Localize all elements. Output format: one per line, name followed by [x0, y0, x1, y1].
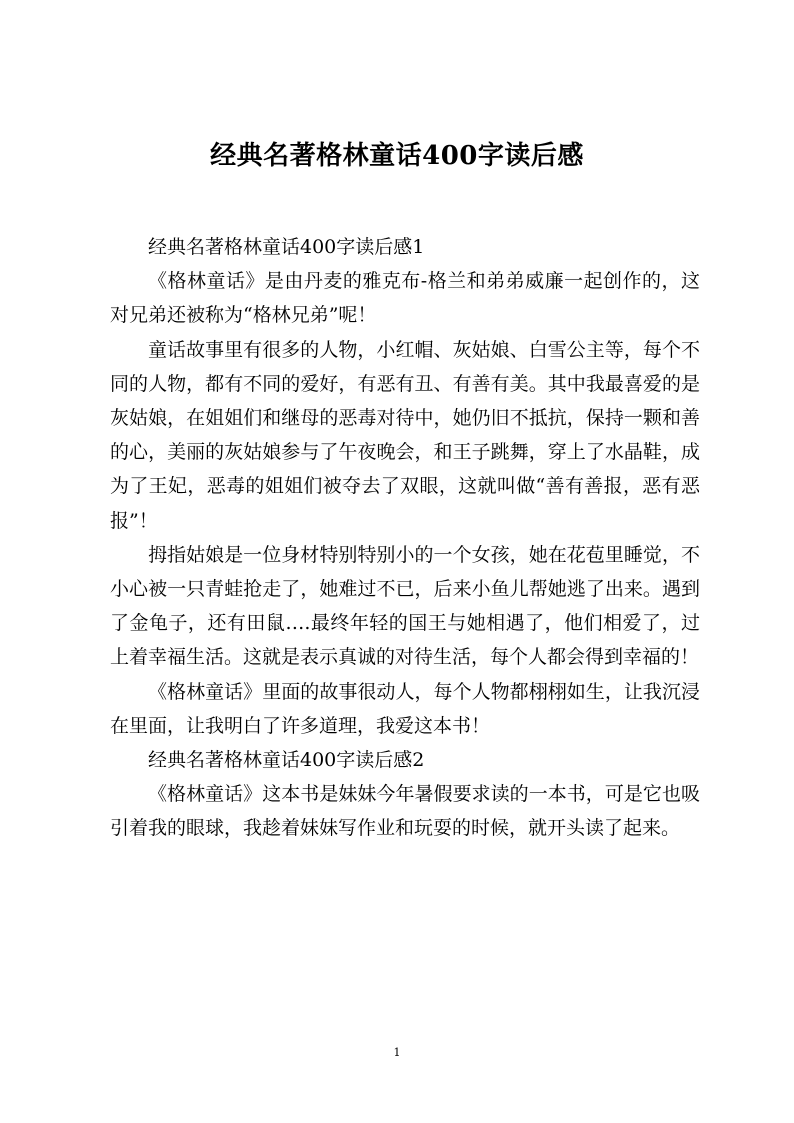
section-heading-2: 经典名著格林童话400字读后感2: [148, 749, 425, 772]
document-title: 经典名著格林童话400字读后感: [210, 141, 584, 171]
body-paragraph: 《格林童话》里面的故事很动人，每个人物都栩栩如生，让我沉浸在里面，让我明白了许多道理，我爱这本书！: [110, 680, 700, 737]
body-paragraph: 《格林童话》这本书是妹妹今年暑假要求读的一本书，可是它也吸引着我的眼球，我趁着妹妹写作业和玩耍的时候，就开头读了起来。: [110, 783, 700, 840]
document-body: [110, 230, 700, 846]
section-heading-1: 经典名著格林童话400字读后感1: [148, 236, 425, 258]
page-number: 1: [393, 1046, 401, 1059]
body-paragraph: 《格林童话》是由丹麦的雅克布-格兰和弟弟威廉一起创作的，这对兄弟还被称为“格林兄弟”呢！: [110, 270, 700, 327]
body-paragraph: 拇指姑娘是一位身材特别特别小的一个女孩，她在花苞里睡觉，不小心被一只青蛙抢走了，她难过不已，后来小鱼儿帮她逃了出来。遇到了金龟子，还有田鼠….最终年轻的国王与她相遇了，他们相爱了，过上着幸福生活。这就是表示真诚的对待生活，每个人都会得到幸福的！: [110, 543, 700, 669]
body-paragraph: 童话故事里有很多的人物，小红帽、灰姑娘、白雪公主等，每个不同的人物，都有不同的爱好，有恶有丑、有善有美。其中我最喜爱的是灰姑娘，在姐姐们和继母的恶毒对待中，她仍旧不抵抗，保持一颗和善的心，美丽的灰姑娘参与了午夜晚会，和王子跳舞，穿上了水晶鞋，成为了王妃，恶毒的姐姐们被夺去了双眼，这就叫做“善有善报，恶有恶报”！: [110, 338, 700, 532]
